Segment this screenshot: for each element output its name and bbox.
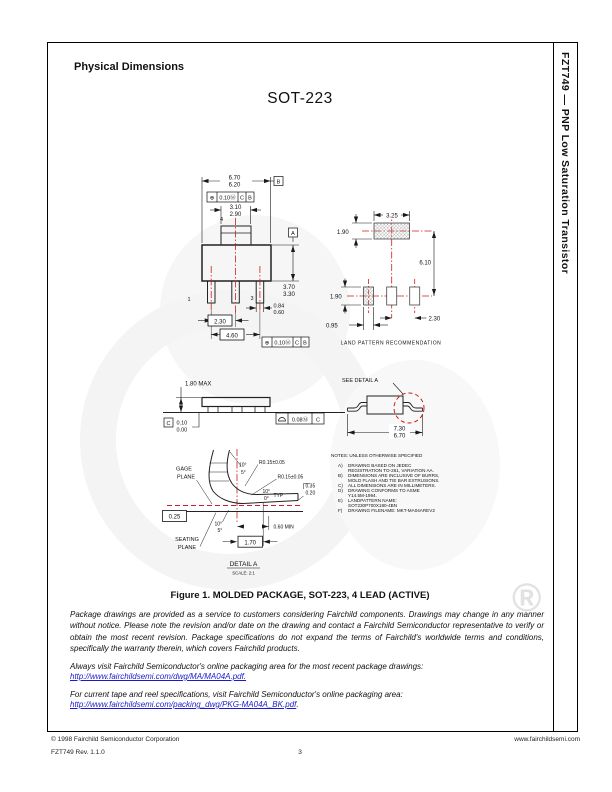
dim-width-max: 6.70: [228, 175, 241, 182]
dim-lead-width-min: 0.60: [273, 310, 285, 316]
note-text: ALL DIMENSIONS ARE IN MILLIMETERS.: [348, 483, 436, 488]
position-symbol-icon: ⊕: [264, 340, 270, 347]
package-body-side: [202, 398, 270, 407]
package-body: [202, 245, 271, 281]
detail-a-title: DETAIL A: [229, 561, 258, 568]
note-label: D): [338, 488, 343, 493]
note-label: B): [338, 473, 343, 478]
dim-tab-min: 2.90: [229, 212, 242, 218]
tape-reel-note: For current tape and reel specifications, visit Fairchild Semiconductor's online packaging area:: [70, 690, 403, 699]
section-title: Physical Dimensions: [74, 61, 185, 73]
footer-page-number: 3: [298, 749, 302, 756]
package-drawing-link[interactable]: http://www.fairchildsemi.com/dwg/MA/MA04A.pdf.: [70, 672, 247, 681]
profile-view: [342, 378, 424, 440]
position-symbol-icon: ⊕: [209, 195, 215, 202]
side-view: [163, 382, 345, 434]
fcf-datum-2: B: [248, 195, 252, 202]
dim-pad-span: 6.10: [419, 260, 431, 267]
feature-control-frame-seating: [276, 413, 324, 424]
dim-tab-max: 3.10: [229, 205, 242, 211]
dim-height-min: 3.30: [283, 292, 295, 298]
seating-plane-label: SEATING: [175, 537, 199, 543]
dim-tab-pad-height: 1.90: [337, 230, 349, 236]
registered-trademark-watermark: ®: [512, 576, 542, 620]
gage-plane-label: GAGE: [176, 466, 192, 473]
note-text: DRAWING FILENAME: MKT-MA04AREV2: [348, 508, 435, 513]
footer-copyright: © 1998 Fairchild Semiconductor Corporation: [51, 736, 180, 743]
tape-reel-link[interactable]: http://www.fairchildsemi.com/packing_dwg/PKG-MA04A_BK.pdf: [70, 700, 297, 709]
dim-total-length-min: 6.70: [393, 433, 406, 440]
note-text: LANDPATTERN NAME:: [348, 498, 397, 503]
note-text: MOLD FLASH AND TIE BAR EXTRUSIONS.: [348, 478, 440, 483]
lead-left: [348, 403, 368, 412]
land-pattern-view: [326, 211, 441, 347]
angle-foot-min: 0°: [264, 496, 269, 502]
pad-3: [410, 287, 420, 305]
note-text: Y14.5M-1994.: [348, 493, 377, 498]
datum-a-label: A: [291, 231, 295, 237]
dim-total-length-max: 7.30: [393, 426, 406, 433]
tab-pad: [374, 223, 410, 239]
dim-pad-width: 0.95: [326, 323, 338, 330]
note-label: A): [338, 463, 343, 468]
fcf-datum-2: B: [303, 340, 307, 347]
note-text: DRAWING CONFORMS TO ASME: [348, 488, 420, 493]
dim-tab-pad-width: 3.25: [386, 213, 398, 220]
seating-plane-label: PLANE: [177, 545, 197, 551]
package-title: SOT-223: [267, 90, 333, 107]
disclaimer-paragraph: Package drawings are provided as a service to customers considering Fairchild components. Drawings may change in any manner without notice. Please note the revision and/or date on the drawing and contact a Fairchild Semiconductor representative to verify or obtain the most recent revision. Package specifications do not expand the terms of Fairchild's worldwide terms and conditions, specifically the warranty therein, which covers Fairchild products.: [70, 610, 544, 653]
dim-pad-pitch: 2.30: [428, 316, 441, 323]
front-view: [187, 173, 309, 348]
link-suffix: .: [296, 700, 299, 709]
radius-callout-1: R0.15±0.05: [259, 460, 285, 466]
angle-foot-max: 10°: [262, 489, 271, 495]
note-text: DIMENSIONS ARE INCLUSIVE OF BURRS,: [348, 473, 440, 478]
footer-revision: FZT749 Rev. 1.1.0: [51, 749, 105, 756]
dim-foot-min: 0.60 MIN: [273, 524, 294, 531]
dim-width-min: 6.20: [228, 182, 241, 189]
dim-gage-offset-boxed: 0.25: [168, 514, 181, 521]
angle-top-max: 10°: [239, 462, 247, 469]
fcf-tolerance: 0.10Ⓜ: [274, 340, 291, 347]
pad-2: [387, 287, 397, 305]
dim-height-max: 3.70: [283, 285, 295, 291]
pin-3-label: 3: [250, 296, 254, 302]
note-label: E): [338, 498, 343, 503]
sidebar-part-title: FZT749 — PNP Low Saturation Transistor: [559, 52, 571, 275]
footer-website: www.fairchildsemi.com: [514, 736, 580, 743]
feature-control-frame-top: [207, 192, 254, 202]
radius-callout-2: R0.15±0.05: [277, 474, 304, 481]
lead-right: [403, 403, 423, 412]
notes-title: NOTES: UNLESS OTHERWISE SPECIFIED: [331, 453, 423, 458]
fcf-tolerance: 0.10Ⓜ: [219, 195, 236, 202]
dim-standoff-max: 0.10: [176, 420, 188, 427]
detail-a-scale: SCALE: 2:1: [232, 570, 255, 576]
notes-block: [331, 453, 440, 513]
pin-1-label: 1: [187, 297, 191, 303]
angle-top-min: 5°: [241, 470, 246, 476]
fcf-datum-1: C: [295, 340, 299, 347]
dim-pad-height: 1.90: [330, 294, 342, 301]
note-text: REGISTRATION TO-261, VARIATION AA.: [348, 468, 434, 473]
detail-a-view: [163, 449, 316, 576]
note-label: C): [338, 483, 343, 488]
land-pattern-caption: LAND PATTERN RECOMMENDATION: [340, 340, 442, 347]
note-text: DRAWING BASED ON JEDEC: [348, 463, 412, 468]
dim-standoff-min: 0.00: [176, 427, 188, 434]
dim-lead-thickness-min: 0.20: [305, 490, 316, 497]
feature-control-frame-bottom: [262, 337, 309, 347]
gage-plane-label: PLANE: [176, 474, 196, 481]
dim-pitch-boxed: 2.30: [214, 319, 226, 326]
pad-1: [364, 287, 374, 305]
angle-bottom-max: 10°: [214, 521, 223, 528]
dim-lead-width-max: 0.84: [273, 303, 285, 310]
note-label: F): [338, 508, 343, 513]
datum-b-label: B: [276, 179, 281, 186]
dim-span-boxed: 4.60: [226, 333, 238, 340]
fcf-tolerance: 0.08Ⓜ: [291, 417, 309, 424]
figure-caption: Figure 1. MOLDED PACKAGE, SOT-223, 4 LEAD (ACTIVE): [170, 590, 430, 601]
dim-lead-thickness-max: 0.35: [305, 483, 316, 490]
pin-4-label: 4: [219, 217, 224, 223]
fcf-datum-1: C: [240, 195, 244, 202]
angle-bottom-min: 5°: [217, 528, 223, 534]
fcf-datum-1: C: [316, 417, 320, 424]
dim-foot-length-boxed: 1.70: [244, 540, 257, 547]
dim-overall-height: 1.80 MAX: [185, 381, 212, 388]
datum-c-label: C: [166, 421, 171, 427]
note-text: SOT230P700X180-4BN: [348, 503, 398, 508]
packaging-area-note: Always visit Fairchild Semiconductor's online packaging area for the most recent package drawings:: [70, 662, 424, 671]
typ-label: TYP: [273, 493, 284, 499]
see-detail-a-label: SEE DETAIL A: [342, 378, 379, 384]
